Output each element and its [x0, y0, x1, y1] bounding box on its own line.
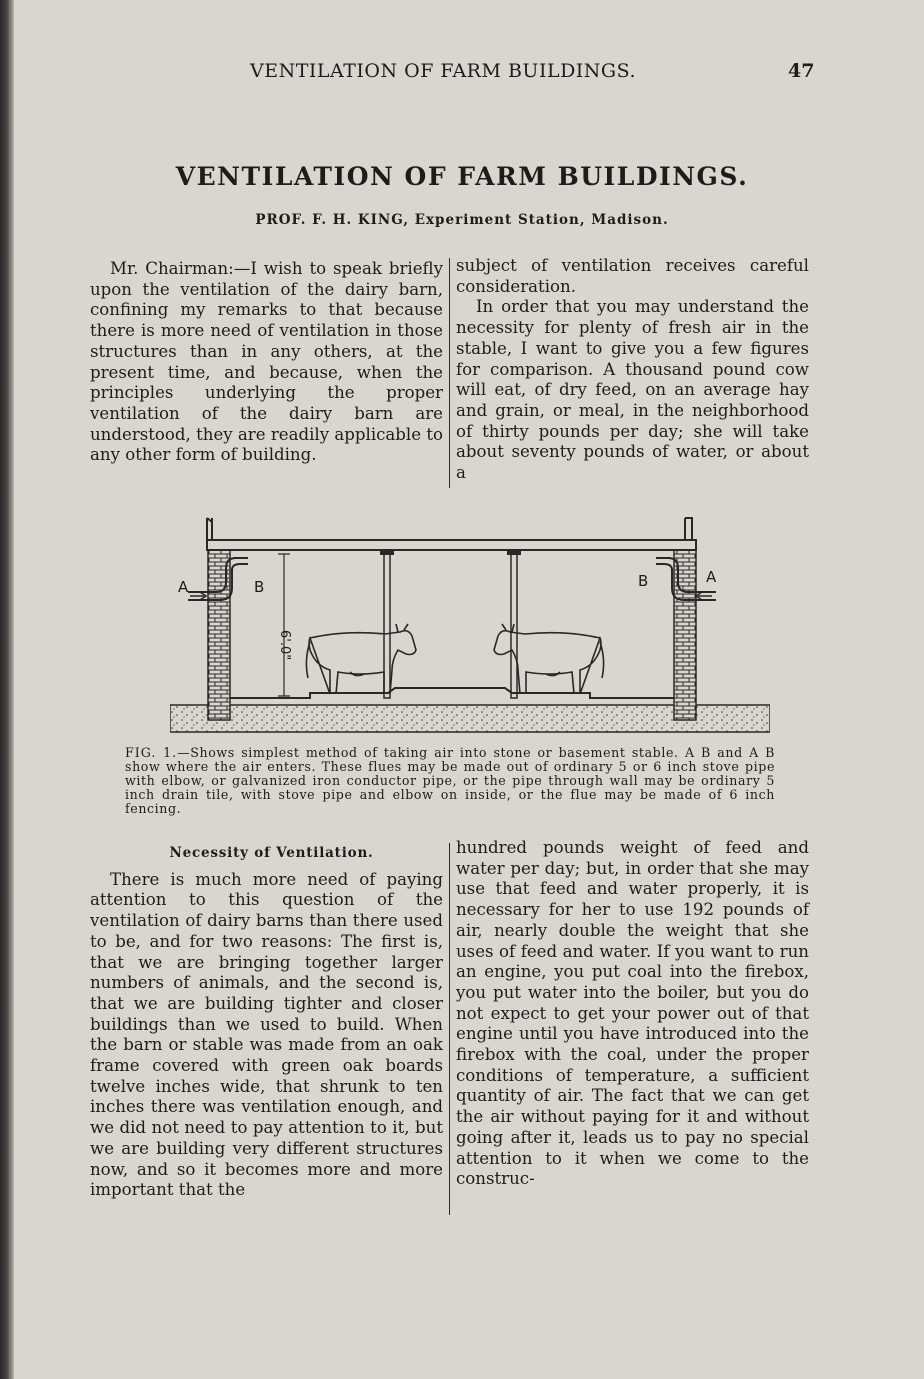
section-right-column — [456, 838, 809, 1190]
left-post — [207, 518, 212, 540]
running-title: VENTILATION OF FARM BUILDINGS. — [250, 60, 636, 82]
section-left-column — [90, 843, 443, 1201]
stable-cross-section-diagram — [170, 510, 770, 740]
stable-ventilation-figure — [170, 510, 770, 740]
figure-caption-label: FIG. 1. — [125, 745, 178, 760]
page-binding-edge — [0, 0, 14, 1379]
intro-right-paragraph-1: subject of ventilation receives careful consideration. — [456, 256, 809, 296]
right-post — [685, 518, 692, 540]
column-cap-left — [380, 550, 394, 555]
section-right-paragraph: hundred pounds weight of feed and water per day; but, in order that she may use that feed and water properly, it is necessary for her to use 192 pounds of air, nearly double the weight that she uses of feed and water. If you want to run an engine, you put coal into the firebox, you put water into the boiler, but you do not expect to get your power out of that engine until you have introduced into the firebox with the coal, under the proper conditions of temperature, a sufficient quantity of air. The fact that we can get the air without paying for it and without going after it, leads us to pay no special attention to it when we come to the construc- — [456, 838, 809, 1189]
article-byline: PROF. F. H. KING, Experiment Station, Madison. — [255, 212, 669, 228]
page-number: 47 — [788, 60, 815, 82]
height-dimension-line — [278, 554, 290, 696]
figure-caption-text: —Shows simplest method of taking air into stone or basement stable. A B and A B show where the air enters. These flues may be made out of ordinary 5 or 6 inch stove pipe with elbow, or galvanized iron conductor pipe, or the pipe through wall may be ordinary 5 inch drain tile, with stove pipe and elbow on inside, or the flue may be made of 6 inch fencing. — [125, 745, 775, 816]
left-cow-illustration — [306, 624, 416, 694]
intro-left-paragraph: Mr. Chairman:—I wish to speak briefly upon the ventilation of the dairy barn, confining my remarks to that because there is more need of ventilation in those structures than in any others, at the present time, and because, when the principles underlying the proper ventilation of the dairy barn are understood, they are readily applicable to any other form of building. — [90, 259, 443, 465]
intro-left-column — [90, 259, 443, 466]
intro-right-paragraph-2: In order that you may understand the necessity for plenty of fresh air in the stable, I want to give you a few figures for comparison. A thousand pound cow will eat, of dry feed, on an average hay and grain, or meal, in the neighborhood of thirty pounds per day; she will take about seventy pounds of water, or about a — [456, 297, 809, 483]
stable-floor — [230, 688, 674, 698]
figure-caption — [125, 746, 775, 816]
label-b-left: B — [254, 578, 265, 596]
column-divider — [449, 258, 450, 488]
article-title: VENTILATION OF FARM BUILDINGS. — [175, 162, 749, 191]
label-a-left: A — [178, 578, 189, 596]
height-dimension-label: 6'.0" — [277, 630, 292, 661]
section-left-paragraph: There is much more need of paying attention to this question of the ventilation of dairy barns than there used to be, and for two reasons: The first is, that we are bringing together larger numbers of animals, and the second is, that we are building tighter and closer buildings than we used to build. When the barn or stable was made from an oak frame covered with green oak boards twelve inches wide, that shrunk to ten inches there was ventilation enough, and we did not need to pay attention to it, but we are building very different structures now, and so it becomes more and more important that the — [90, 869, 443, 1200]
ceiling-joist — [207, 540, 696, 550]
section-column-divider — [449, 843, 450, 1215]
running-head — [0, 60, 924, 88]
support-column-left — [384, 550, 390, 698]
section-heading: Necessity of Ventilation. — [169, 845, 374, 861]
label-a-right: A — [706, 568, 717, 586]
intro-right-column — [456, 256, 809, 484]
label-b-right: B — [638, 572, 649, 590]
column-cap-right — [507, 550, 521, 555]
